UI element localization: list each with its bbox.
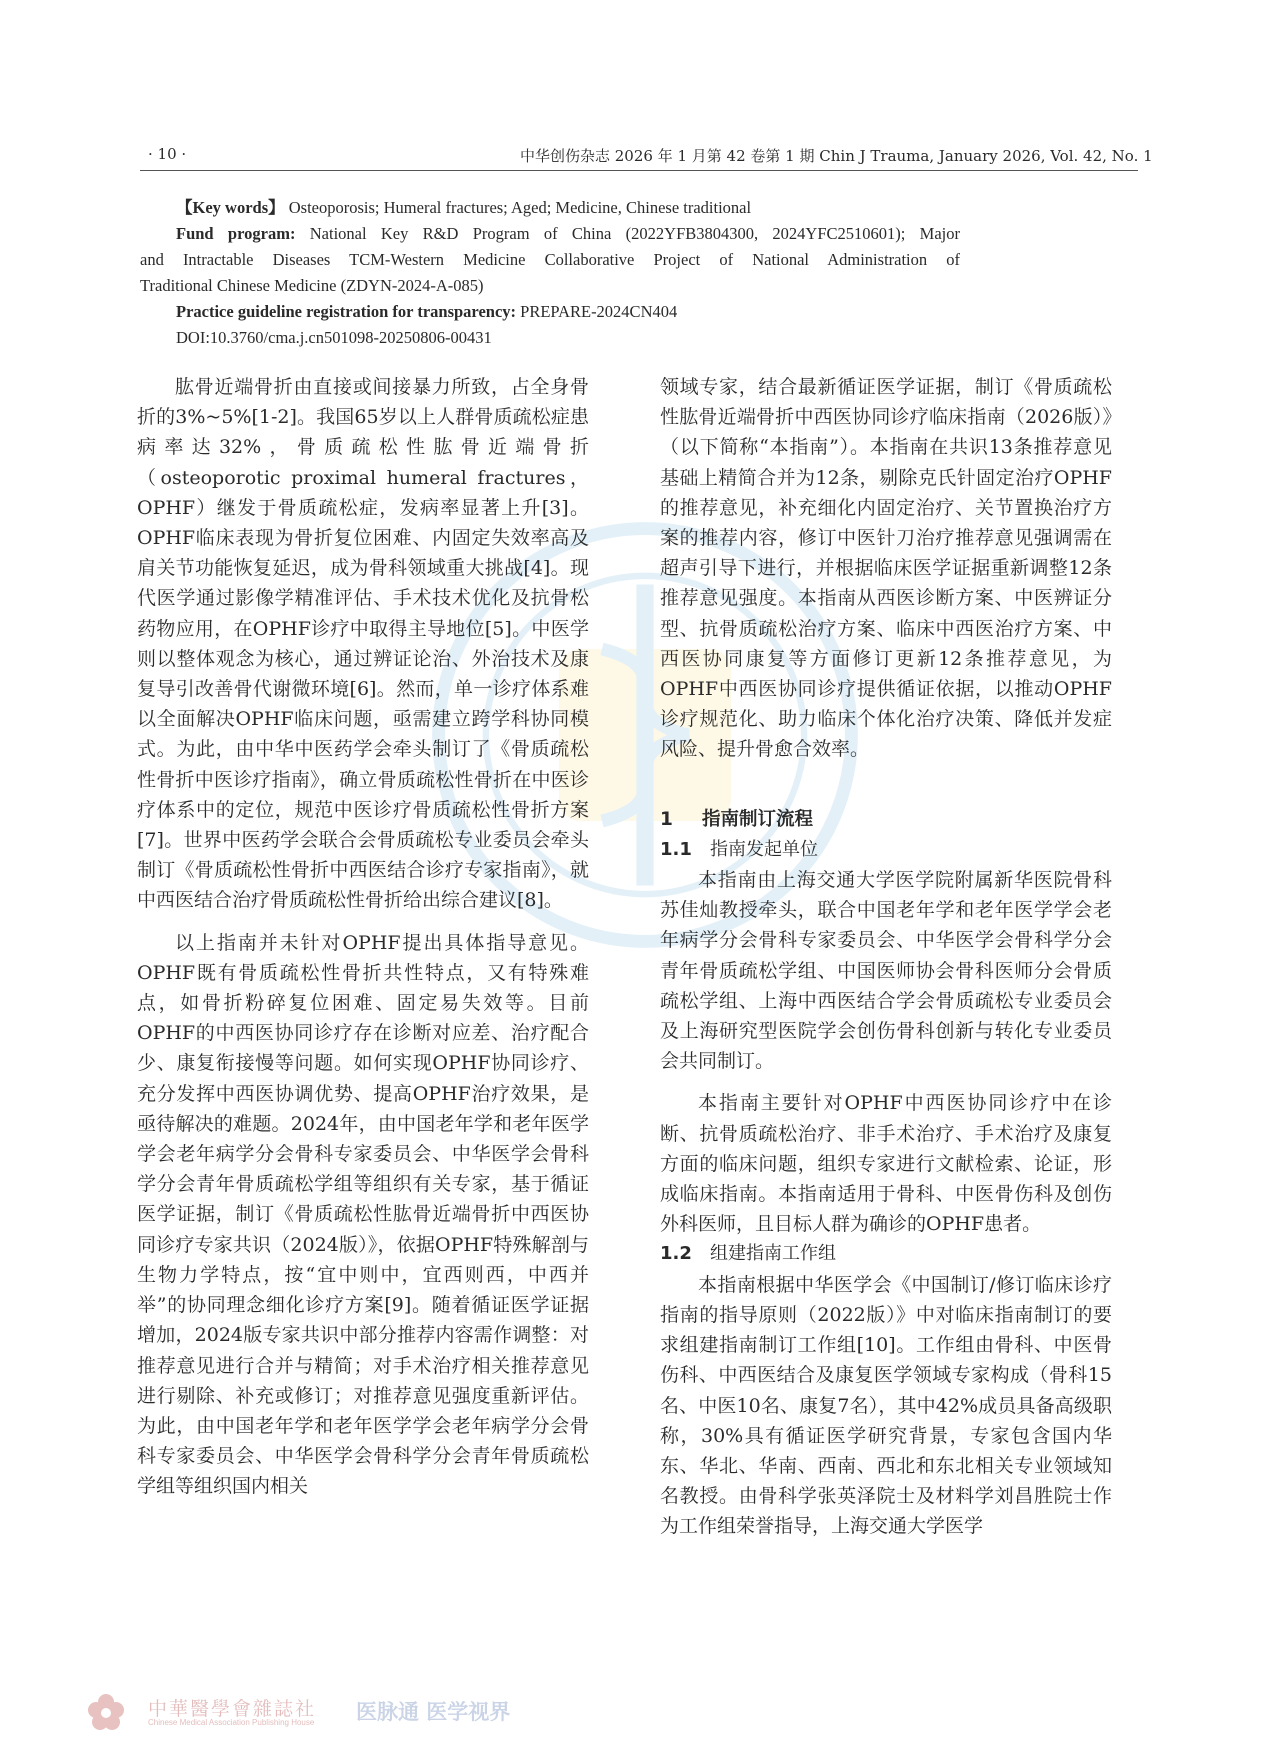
fund-line-1 [140,221,960,247]
header-rule [140,170,1138,171]
intro-paragraph-1: 肱骨近端骨折由直接或间接暴力所致，占全身骨折的3%~5%[1-2]。我国65岁以上人群骨质疏松症患病率达32%，骨质疏松性肱骨近端骨折（osteoporotic proximal humeral fractures，OPHF）继发于骨质疏松症，发病率显著上升[3]。OPHF临床表现为骨折复位困难、内固定失效率高及肩关节功能恢复延迟，成为骨科领域重大挑战[4]。现代医学通过影像学精准评估、手术技术优化及抗骨松药物应用，在OPHF诊疗中取得主导地位[5]。中医学则以整体观念为核心，通过辨证论治、外治技术及康复导引改善骨代谢微环境[6]。然而，单一诊疗体系难以全面解决OPHF临床问题，亟需建立跨学科协同模式。为此，由中华中医药学会牵头制订了《骨质疏松性骨折中医诊疗指南》，确立骨质疏松性骨折在中医诊疗体系中的定位，规范中医诊疗骨质疏松性骨折方案[7]。世界中医药学会联合会骨质疏松专业委员会牵头制订《骨质疏松性骨折中西医结合诊疗专家指南》，就中西医结合治疗骨质疏松性骨折给出综合建议[8]。 [137,376,589,912]
subsection-1-1-title: 指南发起单位 [710,838,818,860]
flower-logo-icon [86,1692,126,1732]
section-1-heading [660,805,1112,835]
left-column [137,372,589,1502]
intro-paragraph-2: 以上指南并未针对OPHF提出具体指导意见。OPHF既有骨质疏松性骨折共性特点，又有特殊难点，如骨折粉碎复位困难、固定易失效等。目前OPHF的中西医协同诊疗存在诊断对应差、治疗配合少、康复衔接慢等问题。如何实现OPHF协同诊疗、充分发挥中西医协调优势、提高OPHF治疗效果，是亟待解决的难题。2024年，由中国老年学和老年医学学会老年病学分会骨科专家委员会、中华医学会骨科学分会青年骨质疏松学组等组织有关专家，基于循证医学证据，制订《骨质疏松性肱骨近端骨折中西医协同诊疗专家共识（2024版）》，依据OPHF特殊解剖与生物力学特点，按“宜中则中，宜西则西，中西并举”的协同理念细化诊疗方案[9]。随着循证医学证据增加，2024版专家共识中部分推荐内容需作调整：对推荐意见进行合并与精简；对手术治疗相关推荐意见进行剔除、补充或修订；对推荐意见强度重新评估。为此，由中国老年学和老年医学学会老年病学分会骨科专家委员会、中华医学会骨科学分会青年骨质疏松学组等组织国内相关 [137,931,589,1498]
fund-line-2: and Intractable Diseases TCM-Western Medicine Collaborative Project of National Administration of [140,250,960,269]
section-1-1-paragraph-2: 本指南主要针对OPHF中西医协同诊疗中在诊断、抗骨质疏松治疗、非手术治疗、手术治疗及康复方面的临床问题，组织专家进行文献检索、论证，形成临床指南。本指南适用于骨科、中医骨伤科及创伤外科医师，且目标人群为确诊的OPHF患者。 [660,1092,1112,1236]
page-number: · 10 · [148,145,187,163]
doi-line: DOI:10.3760/cma.j.cn501098-20250806-00431 [176,328,492,347]
section-1-1-paragraph-1: 本指南由上海交通大学医学院附属新华医院骨科苏佳灿教授牵头，联合中国老年学和老年医学学会老年病学分会骨科专家委员会、中华医学会骨科学分会青年骨质疏松学组、中国医师协会骨科医师分会骨质疏松学组、上海中西医结合学会骨质疏松专业委员会及上海研究型医院学会创伤骨科创新与转化专业委员会共同制订。 [660,869,1112,1073]
subsection-1-1-number: 1.1 [660,838,692,860]
keywords-text: Osteoporosis; Humeral fractures; Aged; Medicine, Chinese traditional [284,198,752,217]
section-1-number: 1 [660,808,673,830]
section-1-2-paragraph: 本指南根据中华医学会《中国制订/修订临床诊疗指南的指导原则（2022版）》中对临床指南制订的要求组建指南制订工作组[10]。工作组由骨科、中医骨伤科、中西医结合及康复医学领域专家构成（骨科15名、中医10名、康复7名），其中42%成员具备高级职称，30%具有循证医学研究背景，专家包含国内华东、华北、华南、西南、西北和东北相关专业领域知名教授。由骨科学张英泽院士及材料学刘昌胜院士作为工作组荣誉指导，上海交通大学医学 [660,1273,1112,1538]
intro-paragraph-continued: 领域专家，结合最新循证医学证据，制订《骨质疏松性肱骨近端骨折中西医协同诊疗临床指南（2026版）》（以下简称“本指南”）。本指南在共识13条推荐意见基础上精简合并为12条，剔除克氏针固定治疗OPHF的推荐意见，补充细化内固定治疗、关节置换治疗方案的推荐内容，修订中医针刀治疗推荐意见强调需在超声引导下进行，并根据临床医学证据重新调整12条推荐意见强度。本指南从西医诊断方案、中医辨证分型、抗骨质疏松治疗方案、临床中西医治疗方案、中西医协同康复等方面修订更新12条推荐意见，为OPHF中西医协同诊疗提供循证依据，以推动OPHF诊疗规范化、助力临床个体化治疗决策、降低并发症风险、提升骨愈合效率。 [660,376,1112,761]
keywords-line [140,195,960,221]
fund-text-1: National Key R&D Program of China (2022YFB3804300, 2024YFC2510601); Major [295,224,960,243]
registration-text: PREPARE-2024CN404 [516,302,678,321]
keywords-label: 【Key words】 [176,198,285,217]
fund-label: Fund program: [176,224,296,243]
section-1-title: 指南制订流程 [702,808,814,830]
front-matter [140,195,960,351]
publisher-name: 中華醫學會雜誌社 [148,1698,317,1720]
registration-label: Practice guideline registration for transparency: [176,302,517,321]
platform-brand: 医脉通 医学视界 [356,1700,511,1724]
right-column [660,372,1112,1542]
subsection-1-1-heading [660,835,1112,865]
running-head: 中华创伤杂志 2026 年 1 月第 42 卷第 1 期 Chin J Trauma, January 2026, Vol. 42, No. 1 [520,147,1153,165]
fund-line-3: Traditional Chinese Medicine (ZDYN-2024-A-085) [140,276,484,295]
subsection-1-2-heading [660,1239,1112,1269]
subsection-1-2-number: 1.2 [660,1243,692,1265]
publisher-footer [86,1692,541,1732]
registration-line [140,299,960,325]
subsection-1-2-title: 组建指南工作组 [710,1243,836,1265]
publisher-english-name: Chinese Medical Association Publishing House [148,1718,315,1727]
